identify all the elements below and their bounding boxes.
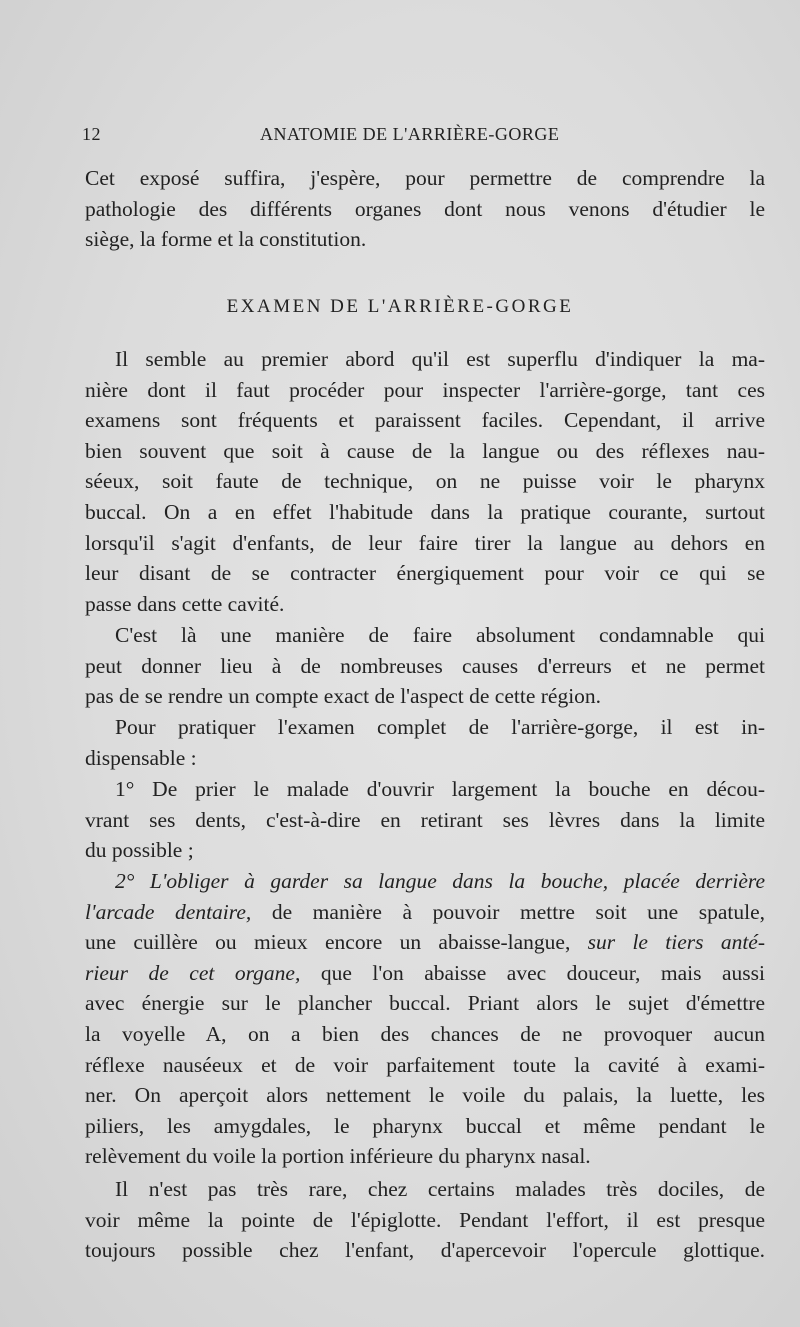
text-line: Pour pratiquer l'examen complet de l'arrière-gorge, il est in- bbox=[115, 715, 765, 739]
section-title: EXAMEN DE L'ARRIÈRE-GORGE bbox=[226, 296, 574, 317]
text-line: examens sont fréquents et paraissent faciles. Cependant, il arrive bbox=[85, 408, 765, 433]
text-line: séeux, soit faute de technique, on ne puisse voir le pharynx bbox=[85, 469, 765, 494]
text-line: la voyelle A, on a bien des chances de ne provoquer aucun bbox=[85, 1021, 765, 1046]
paragraph-1 bbox=[85, 344, 765, 619]
text-line: pathologie des différents organes dont nous venons d'étudier le bbox=[85, 196, 765, 221]
intro-paragraph bbox=[85, 163, 765, 255]
paragraph-3 bbox=[85, 712, 765, 773]
text-line-italic bbox=[85, 866, 765, 897]
text-line: Cet exposé suffira, j'espère, pour permettre de comprendre la bbox=[85, 166, 765, 190]
text-fragment: de manière à pouvoir mettre soit une spatule, bbox=[251, 899, 766, 924]
text-line: nière dont il faut procéder pour inspecter l'arrière-gorge, tant ces bbox=[85, 377, 765, 402]
paragraph-6 bbox=[85, 1174, 765, 1266]
text-line bbox=[85, 958, 765, 989]
text-line: relèvement du voile la portion inférieure du pharynx nasal. bbox=[85, 1144, 591, 1169]
text-line: siège, la forme et la constitution. bbox=[85, 227, 367, 252]
text-line: vrant ses dents, c'est-à-dire en retirant ses lèvres dans la limite bbox=[85, 807, 765, 832]
text-line: piliers, les amygdales, le pharynx buccal et même pendant le bbox=[85, 1113, 765, 1138]
running-title: ANATOMIE DE L'ARRIÈRE-GORGE bbox=[260, 124, 560, 144]
italic-phrase: sur le tiers anté- bbox=[587, 930, 765, 955]
text-line: peut donner lieu à de nombreuses causes d'erreurs et ne permet bbox=[85, 653, 765, 678]
text-line: ner. On aperçoit alors nettement le voile du palais, la luette, les bbox=[85, 1083, 765, 1108]
text-line: dispensable : bbox=[85, 745, 197, 770]
text-line: toujours possible chez l'enfant, d'apercevoir l'opercule glottique. bbox=[85, 1238, 765, 1263]
text-fragment: que l'on abaisse avec douceur, mais aussi bbox=[300, 960, 765, 985]
text-line: Il n'est pas très rare, chez certains malades très dociles, de bbox=[115, 1177, 765, 1201]
text-line bbox=[85, 927, 765, 958]
italic-phrase: 2° L'obliger à garder sa langue dans la bouche, placée derrière bbox=[115, 869, 765, 893]
text-line: réflexe nauséeux et de voir parfaitement toute la cavité à exami- bbox=[85, 1052, 765, 1077]
text-line: leur disant de se contracter énergiquement pour voir ce qui se bbox=[85, 561, 765, 586]
text-line: pas de se rendre un compte exact de l'aspect de cette région. bbox=[85, 684, 602, 709]
text-line: lorsqu'il s'agit d'enfants, de leur faire tirer la langue au dehors en bbox=[85, 530, 765, 555]
page-number: 12 bbox=[82, 124, 101, 144]
text-line: C'est là une manière de faire absolument condamnable qui bbox=[115, 623, 765, 647]
text-line: du possible ; bbox=[85, 838, 194, 863]
italic-phrase: rieur de cet organe, bbox=[85, 960, 301, 985]
text-line: buccal. On a en effet l'habitude dans la pratique courante, surtout bbox=[85, 499, 765, 524]
paragraph-4 bbox=[85, 774, 765, 866]
text-line: 1° De prier le malade d'ouvrir largement la bouche en décou- bbox=[115, 777, 765, 801]
text-line: avec énergie sur le plancher buccal. Priant alors le sujet d'émettre bbox=[85, 991, 765, 1016]
paragraph-2 bbox=[85, 620, 765, 712]
text-line: passe dans cette cavité. bbox=[85, 591, 285, 616]
text-fragment: une cuillère ou mieux encore un abaisse-langue, bbox=[85, 930, 588, 955]
text-line: bien souvent que soit à cause de la langue ou des réflexes nau- bbox=[85, 438, 765, 463]
text-line: voir même la pointe de l'épiglotte. Pendant l'effort, il est presque bbox=[85, 1207, 765, 1232]
italic-phrase: l'arcade dentaire, bbox=[85, 899, 252, 924]
text-line bbox=[85, 897, 765, 928]
paragraph-5 bbox=[85, 866, 765, 1172]
text-line: Il semble au premier abord qu'il est superflu d'indiquer la ma- bbox=[115, 347, 765, 371]
